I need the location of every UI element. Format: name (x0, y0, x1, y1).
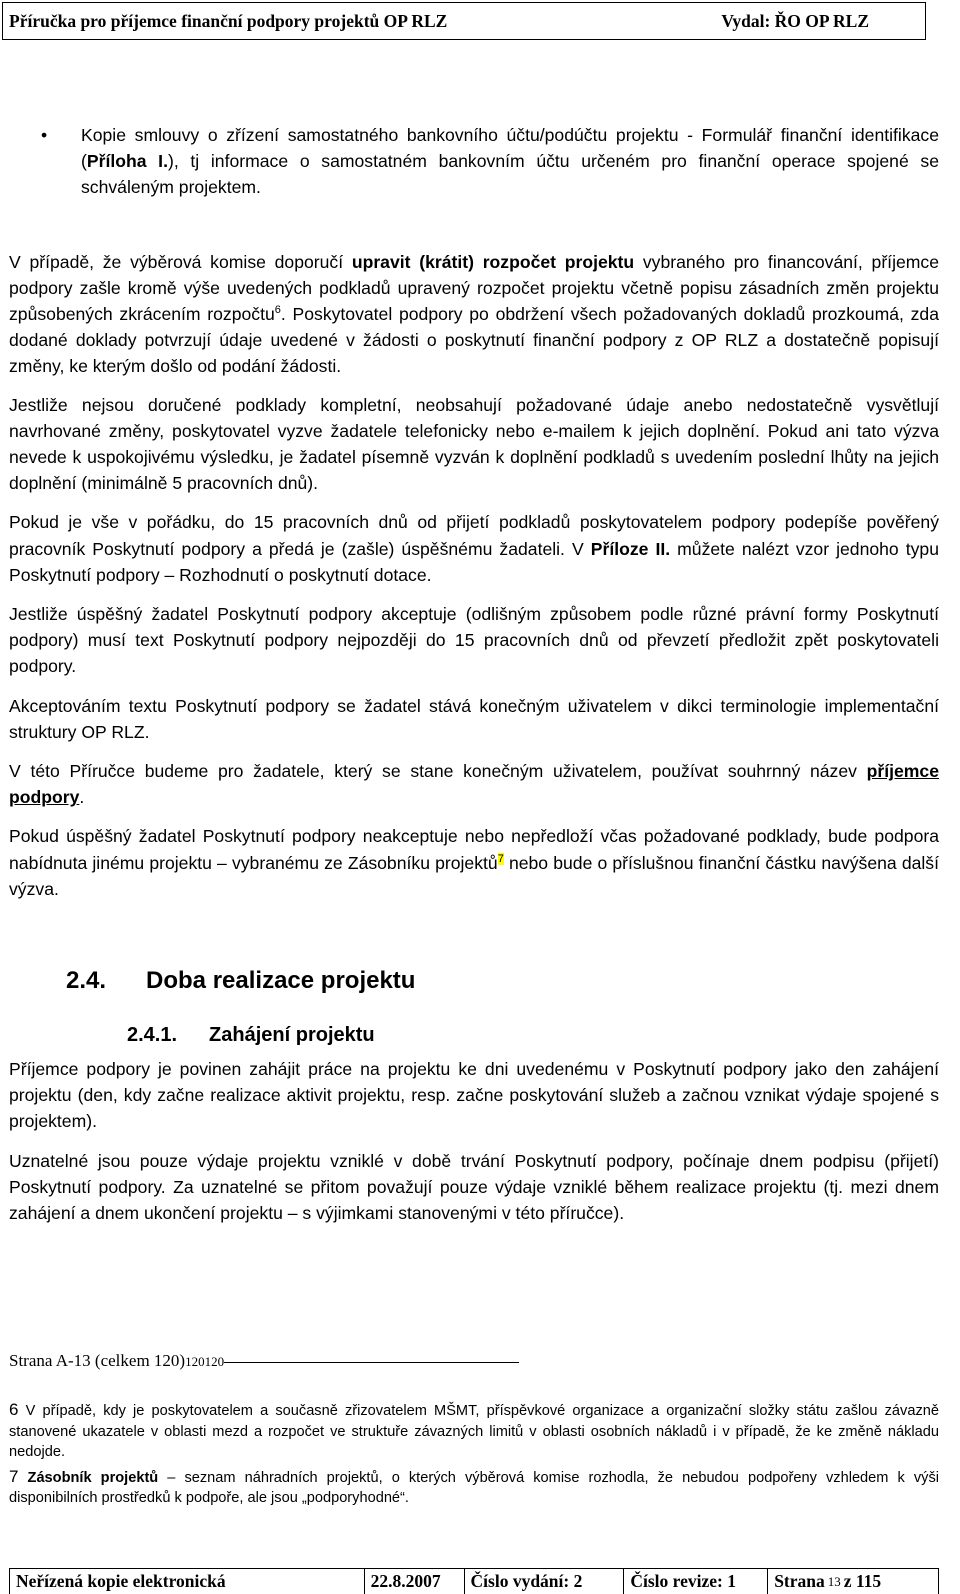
paragraph-terminology: Akceptováním textu Poskytnutí podpory se žadatel stává konečným uživatelem v dikci terminologie implementační struktury OP RLZ. (9, 695, 939, 742)
paragraph-accept: Jestliže úspěšný žadatel Poskytnutí podpory akceptuje (odlišným způsobem podle různé právní formy Poskytnutí podpory) musí text Poskytnutí podpory nejpozději do 15 pracovních dnů od převzetí předložit zpět poskytovateli podpory. (9, 604, 939, 677)
section-heading: 2.4. Doba realizace projektu (66, 967, 416, 995)
bullet-item: • Kopie smlouvy o zřízení samostatného bankovního účtu/podúčtu projektu - Formulář finanční identifikace (Příloha I.), tj informace o samostatném bankovním účtu určeném pro finanční operace spojené se schváleným projektem. (9, 122, 939, 201)
page-counter: Strana A-13 (celkem 120)120120 (9, 1351, 519, 1371)
page-header (2, 2, 926, 40)
header-title: Příručka pro příjemce finanční podpory projektů OP RLZ (9, 10, 448, 31)
footnote-ref-6[interactable]: 6 (274, 304, 281, 317)
paragraph-naming: V této Příručce budeme pro žadatele, který se stane konečným uživatelem, používat souhrnný název příjemce podpory. (9, 761, 939, 808)
subsection-heading: 2.4.1. Zahájení projektu (127, 1024, 375, 1047)
footer-edition: Číslo vydání: 2 (465, 1569, 625, 1594)
paragraph-reject: Pokud úspěšný žadatel Poskytnutí podpory neakceptuje nebo nepředloží včas požadované podklady, bude podpora nabídnuta jinému projektu – vybranému ze Zásobníku projektů$^7$ nebo bude o příslušnou finanční částku navýšena další výzva. (9, 826, 939, 899)
paragraph-eligible: Uznatelné jsou pouze výdaje projektu vzniklé v době trvání Poskytnutí podpory, počínaje dnem podpisu (přijetí) Poskytnutí podpory. Za uznatelné se přitom považují pouze výdaje vzniklé během realizace projektu (tj. mezi dnem zahájení a dnem ukončení projektu – s výjimkami stanovenými v této příručce). (9, 1150, 939, 1224)
document-body (9, 122, 939, 1238)
bullet-icon: • (41, 125, 48, 145)
footnote-separator (224, 1362, 519, 1363)
footer-date: 22.8.2007 (365, 1569, 465, 1594)
page-footer (9, 1568, 939, 1594)
footnote-ref-7[interactable]: 7 (497, 852, 504, 865)
footnote-6: 6 V případě, kdy je poskytovatelem a současně zřizovatelem MŠMT, příspěvkové organizace a organizační složky státu zašlou závazně stanovené ukazatele v oblasti mezd a rozpočet ve struktuře závazných limitů v oblasti osobních nákladů i v případě, že ke změně nákladu nedojde. (9, 1400, 939, 1460)
paragraph-signing: Pokud je vše v pořádku, do 15 pracovních dnů od přijetí podkladů poskytovatelem podpory podepíše pověřený pracovník Poskytnutí podpory a předá je (zašle) úspěšnému žadateli. V Příloze II. můžete nalézt vzor jednoho typu Poskytnutí podpory – Rozhodnutí o poskytnutí dotace. (9, 512, 939, 585)
paragraph-incomplete: Jestliže nejsou doručené podklady kompletní, neobsahují požadované údaje anebo nedostatečně vysvětlují navrhované změny, poskytovatel vyzve žadatele telefonicky nebo e-mailem k jejich doplnění. Pokud ani tato výzva nevede k uspokojivému výsledku, je žadatel písemně vyzván k doplnění podkladů s uvedením poslední lhůty na jejich doplnění (minimálně 5 pracovních dnů). (9, 394, 939, 494)
footer-page: Strana 13 z 115 (768, 1569, 939, 1594)
header-publisher: Vydal: ŘO OP RLZ (721, 10, 869, 31)
paragraph-start: Příjemce podpory je povinen zahájit práce na projektu ke dni uvedenému v Poskytnutí podpory jako den zahájení projektu (den, kdy začne realizace aktivit projektu, resp. začne poskytování služeb a začnou vznikat výdaje spojené s projektem). (9, 1059, 939, 1132)
footer-revision: Číslo revize: 1 (624, 1569, 768, 1594)
footer-copy: Neřízená kopie elektronická (10, 1569, 365, 1594)
footnote-7: 7 Zásobník projektů – seznam náhradních projektů, o kterých výběrová komise rozhodla, že nebudou podpořeny vzhledem k výši disponibilních prostředků k podpoře, ale jsou „podporyhodné“. (9, 1466, 939, 1506)
paragraph-budget: V případě, že výběrová komise doporučí upravit (krátit) rozpočet projektu vybraného pro financování, příjemce podpory zašle kromě výše uvedených podkladů upravený rozpočet projektu včetně popisu zásadních změn projektu způsobených zkrácením rozpočtu$^6$. Poskytovatel podpory po obdržení všech požadovaných dokladů prozkoumá, zda dodané doklady potvrzují údaje uvedené v žádosti o poskytnutí finanční podpory z OP RLZ a dostatečně popisují změny, ke kterým došlo od podání žádosti. (9, 251, 940, 377)
footnotes (9, 1400, 939, 1513)
